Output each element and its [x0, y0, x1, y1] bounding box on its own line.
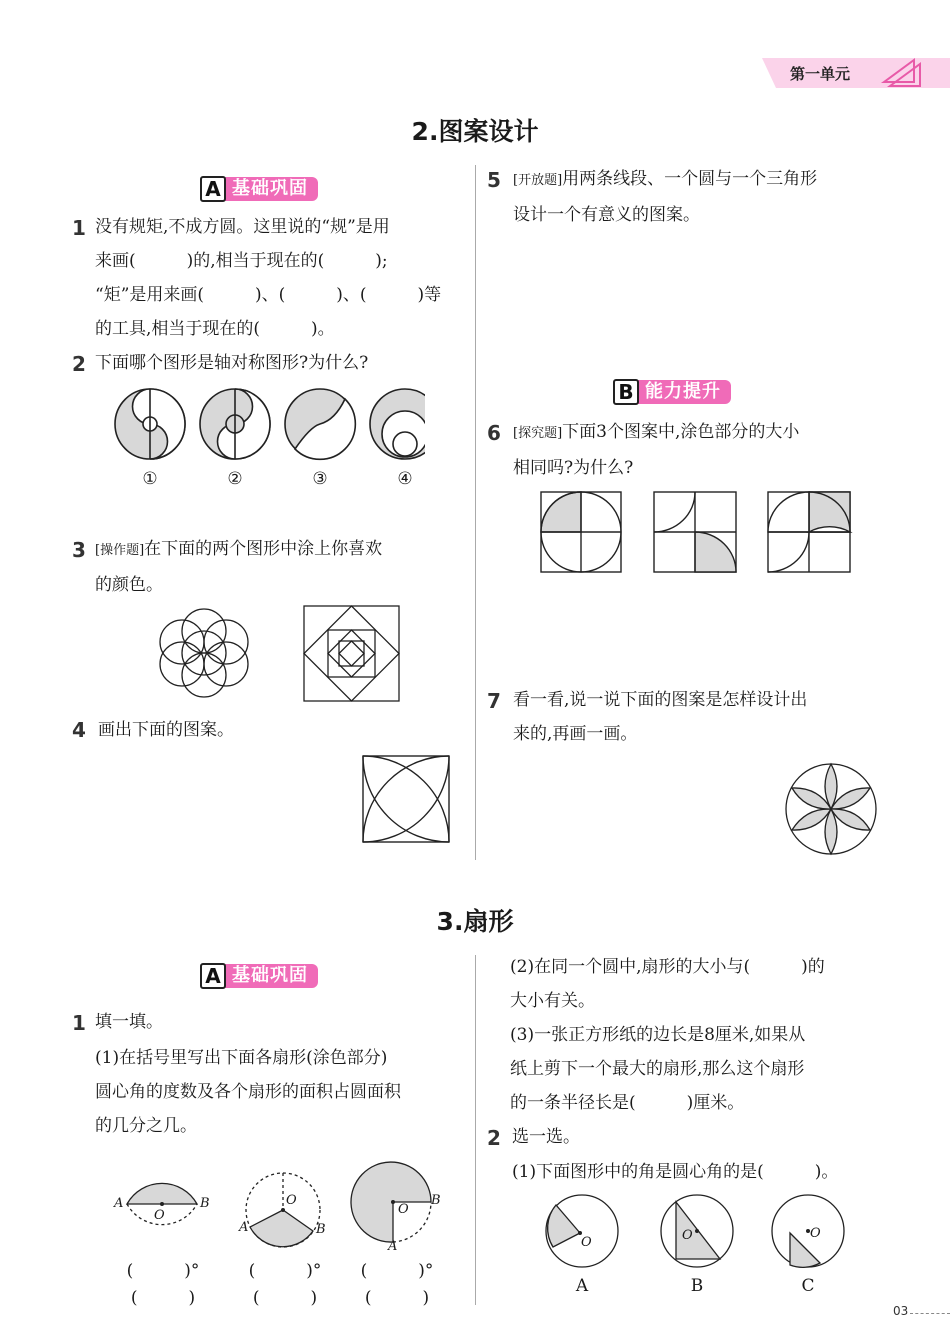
figure-1 — [115, 389, 185, 459]
question-text: 选一选。 — [512, 1127, 580, 1147]
text-line: “矩”是用来画( )、( )、( )等 — [95, 285, 442, 305]
text-line: 设计一个有意义的图案。 — [513, 205, 700, 225]
badge-letter: A — [200, 963, 226, 989]
answer-blank[interactable]: ( )° — [248, 1261, 322, 1281]
text-line: 的颜色。 — [95, 575, 163, 595]
question-part-1: (1)下面图形中的角是圆心角的是( )。 — [512, 1162, 839, 1182]
text-line: 的几分之几。 — [95, 1116, 197, 1136]
point-label-b: B — [431, 1193, 441, 1208]
answer-blank[interactable]: ( ) — [364, 1288, 430, 1308]
question-tag: [探究题] — [513, 426, 563, 441]
question-tag: [开放题] — [513, 173, 563, 188]
text-line: 的一条半径长是( )厘米。 — [510, 1093, 745, 1113]
question-text — [95, 532, 470, 602]
point-label-o: O — [581, 1235, 592, 1250]
text-line: (1)在括号里写出下面各扇形(涂色部分) — [95, 1048, 388, 1068]
text-line: 下面3个图案中,涂色部分的大小 — [562, 422, 800, 442]
badge-label: 能力提升 — [635, 380, 731, 404]
point-label-o: O — [286, 1193, 297, 1208]
figure-label: ③ — [312, 469, 328, 489]
point-label-a: A — [114, 1196, 124, 1211]
question-text — [513, 162, 883, 232]
shaded-area-figures — [538, 490, 853, 574]
column-divider — [475, 165, 476, 860]
figure-3 — [285, 389, 355, 459]
option-label-c[interactable]: C — [801, 1276, 815, 1296]
section-title-2: 2.图案设计 — [411, 117, 539, 146]
petal-flower-figure — [783, 762, 879, 856]
point-label-o: O — [154, 1208, 165, 1223]
figure-label: ② — [227, 469, 243, 489]
question-number: 1 — [72, 216, 86, 240]
text-line: 纸上剪下一个最大的扇形,那么这个扇形 — [510, 1059, 805, 1079]
point-label-o: O — [810, 1226, 821, 1241]
point-label-b: B — [316, 1222, 326, 1237]
question-text — [513, 415, 883, 485]
page-rule — [910, 1313, 950, 1315]
text-line: 用两条线段、一个圆与一个三角形 — [562, 169, 818, 189]
question-number: 4 — [72, 718, 86, 742]
question-text — [513, 683, 883, 751]
column-divider — [475, 955, 476, 1305]
page-number: 03 — [893, 1304, 909, 1318]
answer-blank[interactable]: ( ) — [252, 1288, 318, 1308]
point-label-o: O — [398, 1202, 409, 1217]
unit-tab — [762, 58, 950, 88]
badge-advanced — [613, 378, 731, 406]
figure-label: ① — [142, 469, 158, 489]
symmetry-figures — [105, 382, 425, 472]
figure-2 — [200, 389, 270, 459]
question-part-2 — [510, 950, 885, 1018]
answer-blank[interactable]: ( )° — [360, 1261, 434, 1281]
question-tag: [操作题] — [95, 543, 145, 558]
point-label-a: A — [239, 1220, 249, 1235]
text-line: 来的,再画一画。 — [513, 724, 638, 744]
figure-label: ④ — [397, 469, 413, 489]
text-line: 大小有关。 — [510, 991, 595, 1011]
question-text: 下面哪个图形是轴对称图形?为什么? — [95, 353, 369, 373]
text-line: 在下面的两个图形中涂上你喜欢 — [144, 539, 383, 559]
text-line: 相同吗?为什么? — [513, 458, 634, 478]
option-label-b[interactable]: B — [690, 1276, 704, 1296]
text-line: 没有规矩,不成方圆。这里说的“规”是用 — [95, 217, 390, 237]
question-text: 填一填。 — [95, 1012, 163, 1032]
badge-basic — [200, 175, 318, 203]
text-line: (3)一张正方形纸的边长是8厘米,如果从 — [510, 1025, 806, 1045]
text-line: 的工具,相当于现在的( )。 — [95, 319, 335, 339]
question-text: 画出下面的图案。 — [98, 720, 234, 740]
question-number: 1 — [72, 1011, 86, 1035]
point-label-a: A — [388, 1239, 398, 1254]
question-number: 7 — [487, 689, 501, 713]
question-number: 3 — [72, 538, 86, 562]
text-line: 圆心角的度数及各个扇形的面积占圆面积 — [95, 1082, 401, 1102]
question-number: 2 — [72, 352, 86, 376]
question-number: 6 — [487, 421, 501, 445]
point-label-o: O — [682, 1228, 693, 1243]
badge-letter: B — [613, 379, 639, 405]
arc-square-figure — [362, 755, 452, 843]
central-angle-options — [540, 1193, 850, 1273]
question-part-3 — [510, 1018, 885, 1120]
badge-basic — [200, 962, 318, 990]
question-number: 2 — [487, 1126, 501, 1150]
text-line: (2)在同一个圆中,扇形的大小与( )的 — [510, 957, 825, 977]
question-number: 5 — [487, 168, 501, 192]
text-line: 看一看,说一说下面的图案是怎样设计出 — [513, 690, 808, 710]
answer-blank[interactable]: ( ) — [130, 1288, 196, 1308]
question-part-1 — [95, 1041, 470, 1143]
unit-label: 第一单元 — [790, 65, 851, 83]
text-line: 来画( )的,相当于现在的( ); — [95, 251, 388, 271]
color-figures — [150, 600, 410, 705]
question-text — [95, 210, 465, 346]
badge-label: 基础巩固 — [222, 964, 318, 988]
option-label-a[interactable]: A — [575, 1276, 589, 1296]
badge-label: 基础巩固 — [222, 177, 318, 201]
badge-letter: A — [200, 176, 226, 202]
point-label-b: B — [200, 1196, 210, 1211]
section-title-3: 3.扇形 — [436, 907, 514, 936]
figure-4 — [370, 389, 425, 459]
answer-blank[interactable]: ( )° — [126, 1261, 200, 1281]
